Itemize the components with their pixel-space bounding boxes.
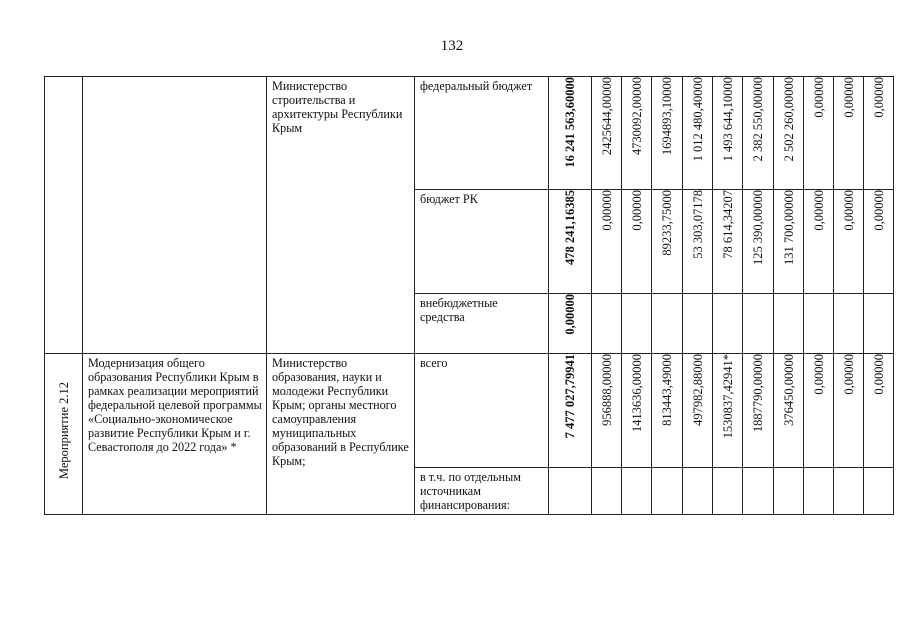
source-cell — [415, 354, 549, 468]
source-label: в т.ч. по отдельным источникам финансирования: — [420, 470, 521, 512]
value-year: 1887790,00000 — [751, 354, 765, 433]
value-cell-empty — [622, 468, 652, 515]
value-cell — [864, 354, 894, 468]
value-cell-empty — [743, 468, 774, 515]
value-cell — [743, 190, 774, 294]
value-year: 4730092,00000 — [629, 77, 644, 156]
value-year: 0,00000 — [811, 190, 826, 231]
executor-text: Министерство строительства и архитектуры Республики Крым — [272, 79, 403, 135]
value-year: 0,00000 — [871, 77, 886, 118]
value-cell — [804, 190, 834, 294]
value-year: 125 390,00000 — [751, 190, 765, 265]
value-cell — [804, 77, 834, 190]
source-cell — [415, 77, 549, 190]
event-id: Мероприятие 2.12 — [56, 381, 71, 480]
value-year: 1 012 480,40000 — [690, 77, 705, 162]
value-cell — [864, 77, 894, 190]
value-year: 0,00000 — [841, 190, 856, 231]
executor-text: Министерство образования, науки и молодежи Республики Крым; органы местного самоуправления муниципальных образований в Республике Крым; — [272, 356, 409, 468]
source-label: федеральный бюджет — [420, 79, 533, 93]
value-cell-empty — [549, 468, 592, 515]
event-name-cell-empty — [83, 77, 267, 354]
value-cell — [652, 77, 683, 190]
value-cell — [549, 190, 592, 294]
value-cell — [713, 190, 743, 294]
page-number: 132 — [440, 38, 464, 54]
value-cell-empty — [652, 294, 683, 354]
value-total: 16 241 563,60000 — [563, 77, 577, 168]
value-year: 0,00000 — [871, 354, 886, 395]
event-id-cell — [45, 354, 83, 515]
value-year: 1694893,10000 — [660, 77, 674, 156]
row-total — [45, 354, 894, 468]
value-cell — [834, 77, 864, 190]
value-cell — [622, 77, 652, 190]
value-total: 478 241,16385 — [563, 190, 577, 265]
value-cell — [683, 77, 713, 190]
value-cell — [549, 354, 592, 468]
value-cell-empty — [864, 294, 894, 354]
value-cell — [683, 190, 713, 294]
value-year: 0,00000 — [871, 190, 886, 231]
value-cell — [864, 190, 894, 294]
value-year: 2 502 260,00000 — [781, 77, 796, 162]
source-cell — [415, 468, 549, 515]
value-cell-empty — [834, 468, 864, 515]
value-cell — [549, 77, 592, 190]
source-cell — [415, 190, 549, 294]
value-year: 78 614,34207 — [720, 190, 735, 259]
value-year: 2425644,00000 — [599, 77, 614, 156]
value-cell — [743, 77, 774, 190]
source-label: бюджет РК — [420, 192, 478, 206]
value-cell — [592, 354, 622, 468]
value-cell-empty — [804, 468, 834, 515]
executor-cell — [267, 354, 415, 515]
value-cell — [622, 354, 652, 468]
row-federal-budget — [45, 77, 894, 190]
value-cell-empty — [774, 294, 804, 354]
source-label: внебюджетные средства — [420, 296, 498, 324]
value-year: 0,00000 — [841, 77, 856, 118]
value-cell-empty — [743, 294, 774, 354]
source-label: всего — [420, 356, 448, 370]
value-cell-empty — [652, 468, 683, 515]
value-cell-empty — [834, 294, 864, 354]
value-year: 53 303,07178 — [690, 190, 705, 259]
value-cell — [622, 190, 652, 294]
value-cell-empty — [713, 294, 743, 354]
value-year: 813443,49000 — [660, 354, 674, 426]
value-cell-empty — [774, 468, 804, 515]
value-cell — [774, 354, 804, 468]
value-cell-empty — [683, 294, 713, 354]
value-cell — [804, 354, 834, 468]
source-cell — [415, 294, 549, 354]
value-cell — [774, 190, 804, 294]
value-year: 497982,88000 — [690, 354, 705, 426]
value-cell-empty — [622, 294, 652, 354]
value-cell — [652, 354, 683, 468]
value-year: 2 382 550,00000 — [751, 77, 765, 162]
value-cell — [834, 354, 864, 468]
value-cell-empty — [592, 294, 622, 354]
value-year: 1 493 644,10000 — [720, 77, 735, 162]
executor-cell — [267, 77, 415, 354]
value-year: 0,00000 — [629, 190, 644, 231]
value-year: 131 700,00000 — [781, 190, 796, 265]
budget-table — [44, 76, 894, 515]
value-year: 1413636,00000 — [629, 354, 644, 433]
value-total: 7 477 027,79941 — [563, 354, 577, 439]
value-cell — [713, 354, 743, 468]
value-year: 956888,00000 — [599, 354, 614, 426]
value-cell-empty — [713, 468, 743, 515]
value-cell-empty — [683, 468, 713, 515]
event-name-cell — [83, 354, 267, 515]
value-year: 1530837,42941* — [720, 354, 735, 439]
value-year: 0,00000 — [599, 190, 614, 231]
value-year: 376450,00000 — [781, 354, 796, 426]
value-cell — [713, 77, 743, 190]
value-cell-empty — [592, 468, 622, 515]
value-year: 0,00000 — [811, 77, 826, 118]
value-cell — [592, 190, 622, 294]
value-cell — [549, 294, 592, 354]
value-cell — [592, 77, 622, 190]
value-cell — [652, 190, 683, 294]
value-cell-empty — [804, 294, 834, 354]
value-cell-empty — [864, 468, 894, 515]
event-id-cell-empty — [45, 77, 83, 354]
value-cell — [774, 77, 804, 190]
event-name-text: Модернизация общего образования Республики Крым в рамках реализации мероприятий федеральной целевой программы «Социально-экономическое развитие Республики Крым и г. Севастополя до 2022 года» * — [88, 356, 262, 454]
value-year: 0,00000 — [811, 354, 826, 395]
value-year: 89233,75000 — [660, 190, 674, 256]
value-cell — [743, 354, 774, 468]
value-year: 0,00000 — [841, 354, 856, 395]
value-cell — [834, 190, 864, 294]
value-cell — [683, 354, 713, 468]
value-total: 0,00000 — [563, 294, 577, 335]
